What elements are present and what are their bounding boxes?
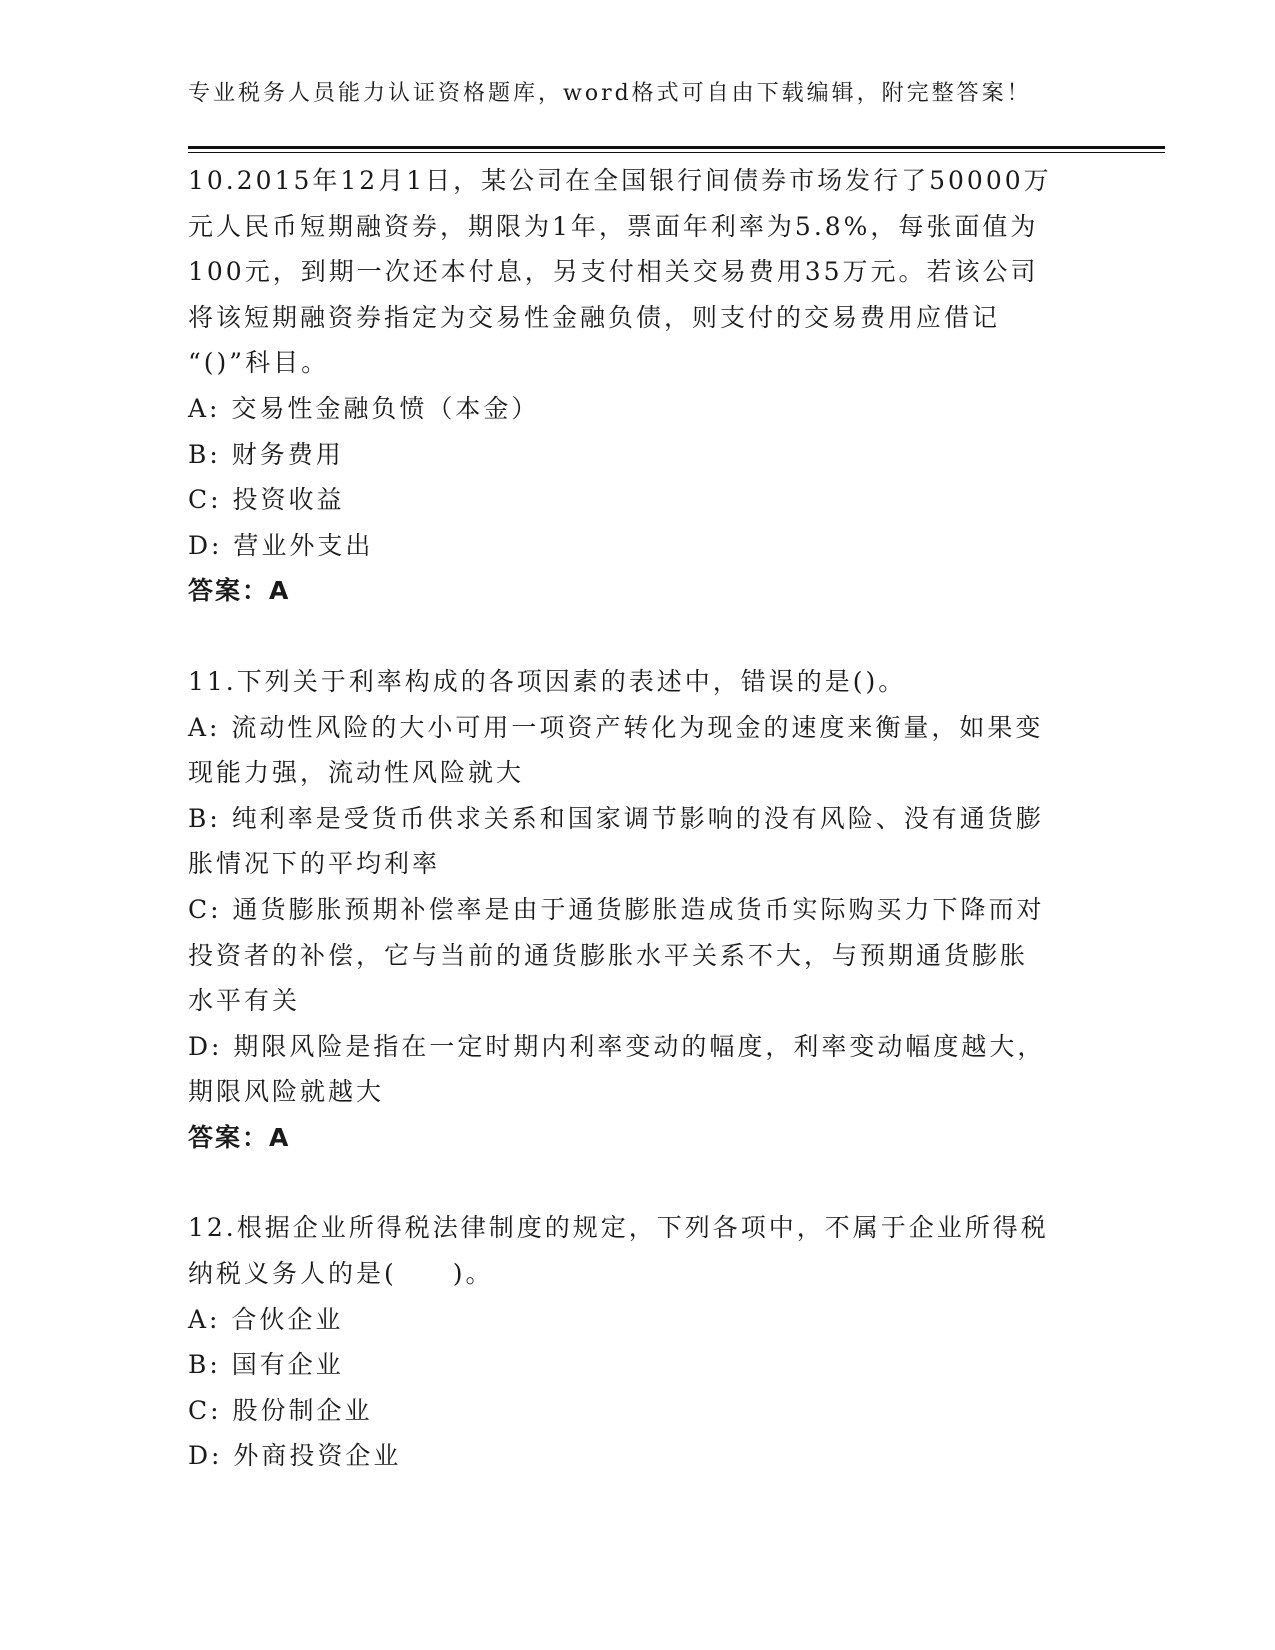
option-a — [188, 1297, 1088, 1343]
option-b — [188, 432, 1088, 478]
option-b — [188, 1342, 1088, 1388]
option-d — [188, 1024, 1088, 1115]
option-line: 投资者的补偿，它与当前的通货膨胀水平关系不大，与预期通货膨胀 — [188, 940, 1029, 970]
stem-line: 元人民币短期融资券，期限为1年，票面年利率为5.8%，每张面值为 — [188, 211, 1039, 241]
question-10 — [188, 158, 1088, 614]
stem-line: 将该短期融资券指定为交易性金融负债，则支付的交易费用应借记 — [188, 302, 1001, 332]
page-header: 专业税务人员能力认证资格题库，word格式可自由下载编辑，附完整答案！ — [188, 81, 1032, 106]
option-line: A: 流动性风险的大小可用一项资产转化为现金的速度来衡量，如果变 — [188, 712, 1044, 742]
question-stem — [188, 1205, 1088, 1296]
option-d — [188, 523, 1088, 569]
option-line: 胀情况下的平均利率 — [188, 849, 441, 879]
stem-line: 12.根据企业所得税法律制度的规定，下列各项中，不属于企业所得税 — [188, 1213, 1049, 1243]
option-c — [188, 477, 1088, 523]
stem-line: 100元，到期一次还本付息，另支付相关交易费用35万元。若该公司 — [188, 257, 1039, 287]
answer-label: 答案：A — [188, 576, 291, 606]
option-line: 期限风险就越大 — [188, 1077, 385, 1107]
option-line: 现能力强，流动性风险就大 — [188, 758, 525, 788]
stem-line: “()”科目。 — [188, 348, 330, 378]
question-list — [188, 158, 1088, 1524]
question-11 — [188, 659, 1088, 1161]
option-c — [188, 887, 1088, 1024]
question-stem — [188, 158, 1088, 386]
question-stem — [188, 659, 1088, 705]
option-line: D: 营业外支出 — [188, 530, 374, 560]
option-b — [188, 796, 1088, 887]
option-d — [188, 1433, 1088, 1479]
option-line: B: 纯利率是受货币供求关系和国家调节影响的没有风险、没有通货膨 — [188, 803, 1044, 833]
option-c — [188, 1388, 1088, 1434]
answer-label: 答案：A — [188, 1122, 291, 1152]
option-a — [188, 705, 1088, 796]
option-line: B: 国有企业 — [188, 1350, 344, 1380]
stem-line: 11.下列关于利率构成的各项因素的表述中，错误的是()。 — [188, 666, 907, 696]
option-line: C: 通货膨胀预期补偿率是由于通货膨胀造成货币实际购买力下降而对 — [188, 894, 1045, 924]
question-12 — [188, 1205, 1088, 1479]
option-line: A: 交易性金融负愤（本金） — [188, 393, 540, 423]
option-line: D: 外商投资企业 — [188, 1441, 402, 1471]
option-line: C: 投资收益 — [188, 485, 345, 515]
option-line: 水平有关 — [188, 986, 301, 1016]
option-line: C: 股份制企业 — [188, 1395, 373, 1425]
option-a — [188, 386, 1088, 432]
option-line: B: 财务费用 — [188, 439, 344, 469]
stem-line: 纳税义务人的是( )。 — [188, 1259, 494, 1289]
option-line: A: 合伙企业 — [188, 1304, 344, 1334]
option-line: D: 期限风险是指在一定时期内利率变动的幅度，利率变动幅度越大， — [188, 1031, 1046, 1061]
header-rule-thin — [188, 152, 1165, 153]
header-rule-thick — [188, 146, 1165, 149]
stem-line: 10.2015年12月1日，某公司在全国银行间债券市场发行了50000万 — [188, 166, 1052, 195]
